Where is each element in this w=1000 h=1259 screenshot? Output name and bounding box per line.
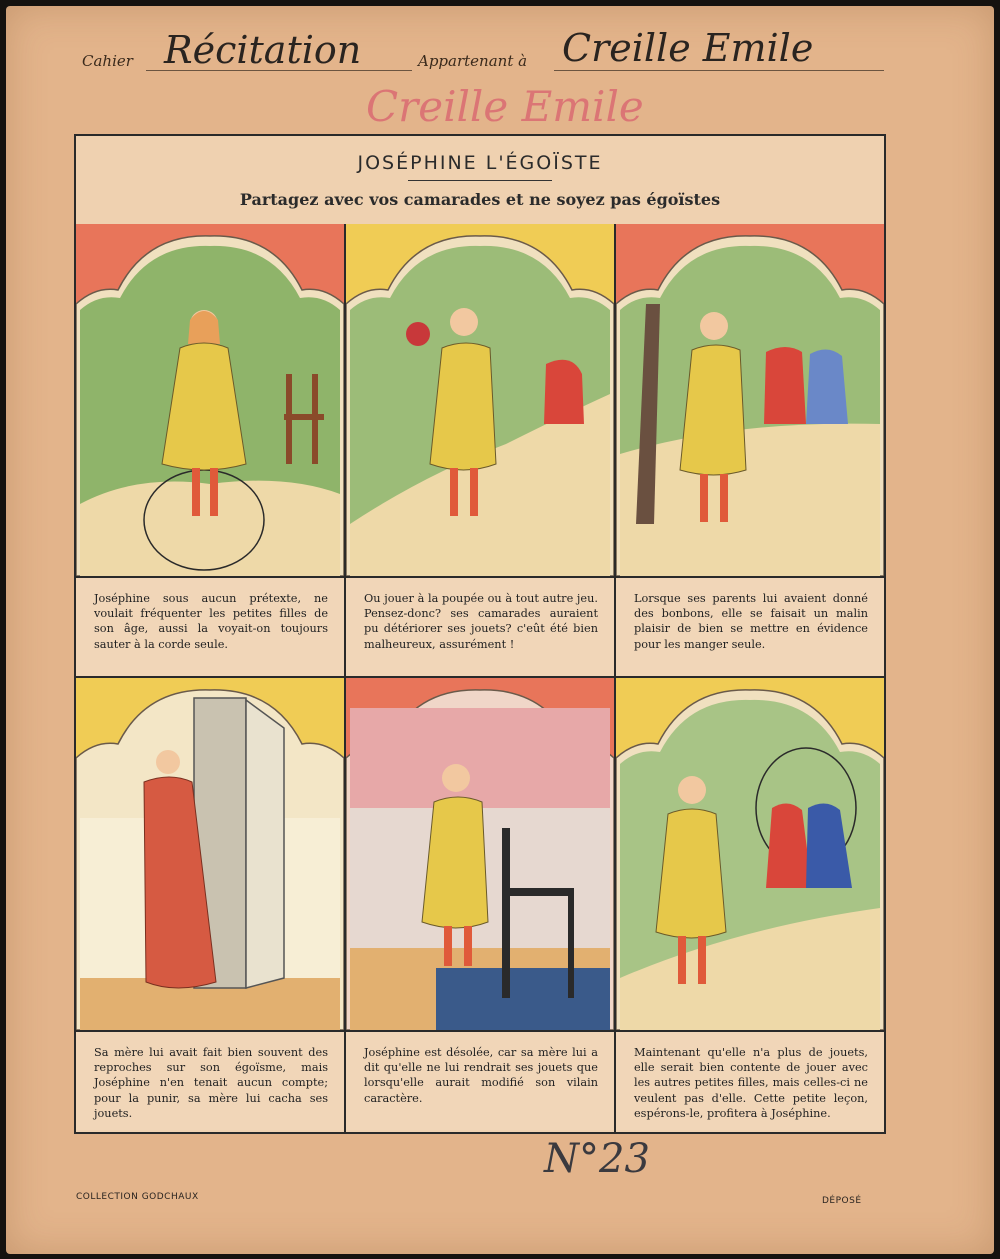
story-subtitle: Partagez avec vos camarades et ne soyez pas égoïstes bbox=[239, 190, 721, 209]
cahier-handwriting: Récitation bbox=[164, 28, 362, 72]
panel-3 bbox=[616, 224, 884, 676]
grid-divider-2 bbox=[614, 224, 616, 1132]
title-box bbox=[76, 136, 884, 226]
panel-5-illustration bbox=[346, 678, 614, 1030]
panel-5 bbox=[346, 678, 614, 1132]
panel-6-caption: Maintenant qu'elle n'a plus de jouets, elle serait bien contente de jouer avec les autres petites filles, mais celles-ci ne veulent pas d'elle. Cette petite leçon, espérons-le, profitera à Joséphine. bbox=[616, 1030, 884, 1130]
row-divider bbox=[76, 676, 884, 678]
panel-6 bbox=[616, 678, 884, 1132]
notebook-cover bbox=[6, 6, 994, 1254]
appartenant-label: Appartenant à bbox=[418, 52, 528, 70]
cahier-label: Cahier bbox=[82, 52, 133, 70]
panel-2 bbox=[346, 224, 614, 676]
story-board bbox=[74, 134, 886, 1134]
panel-2-caption: Ou jouer à la poupée ou à tout autre jeu. Pensez-donc? ses camarades auraient pu détériorer ses jouets? c'eût été bien malheureux, assurément ! bbox=[346, 576, 614, 676]
grid-divider-1 bbox=[344, 224, 346, 1132]
panel-4-caption: Sa mère lui avait fait bien souvent des reproches sur son égoïsme, mais Joséphine n'en tenait aucun compte; pour la punir, sa mère lui cacha ses jouets. bbox=[76, 1030, 344, 1130]
story-title: JOSÉPHINE L'ÉGOÏSTE bbox=[357, 152, 603, 174]
panel-5-caption: Joséphine est désolée, car sa mère lui a dit qu'elle ne lui rendrait ses jouets que lorsqu'elle aurait modifié son vilain caractère. bbox=[346, 1030, 614, 1130]
appartenant-handwriting: Creille Emile bbox=[562, 26, 814, 70]
title-underline bbox=[408, 180, 552, 181]
panel-1 bbox=[76, 224, 344, 676]
appartenant-line bbox=[554, 70, 884, 71]
panel-4-illustration bbox=[76, 678, 344, 1030]
panel-1-caption: Joséphine sous aucun prétexte, ne voulait fréquenter les petites filles de son âge, aussi la voyait-on toujours sauter à la corde seule. bbox=[76, 576, 344, 676]
collection-label: COLLECTION GODCHAUX bbox=[76, 1192, 199, 1202]
handwritten-number: N°23 bbox=[544, 1136, 650, 1182]
panel-1-illustration bbox=[76, 224, 344, 576]
panel-2-illustration bbox=[346, 224, 614, 576]
depose-label: DÉPOSÉ bbox=[822, 1196, 862, 1206]
panel-4 bbox=[76, 678, 344, 1132]
red-stamp-name: Creille Emile bbox=[366, 82, 644, 131]
panel-3-caption: Lorsque ses parents lui avaient donné des bonbons, elle se faisait un malin plaisir de bien se mettre en évidence pour les manger seule. bbox=[616, 576, 884, 676]
panel-3-illustration bbox=[616, 224, 884, 576]
panel-6-illustration bbox=[616, 678, 884, 1030]
